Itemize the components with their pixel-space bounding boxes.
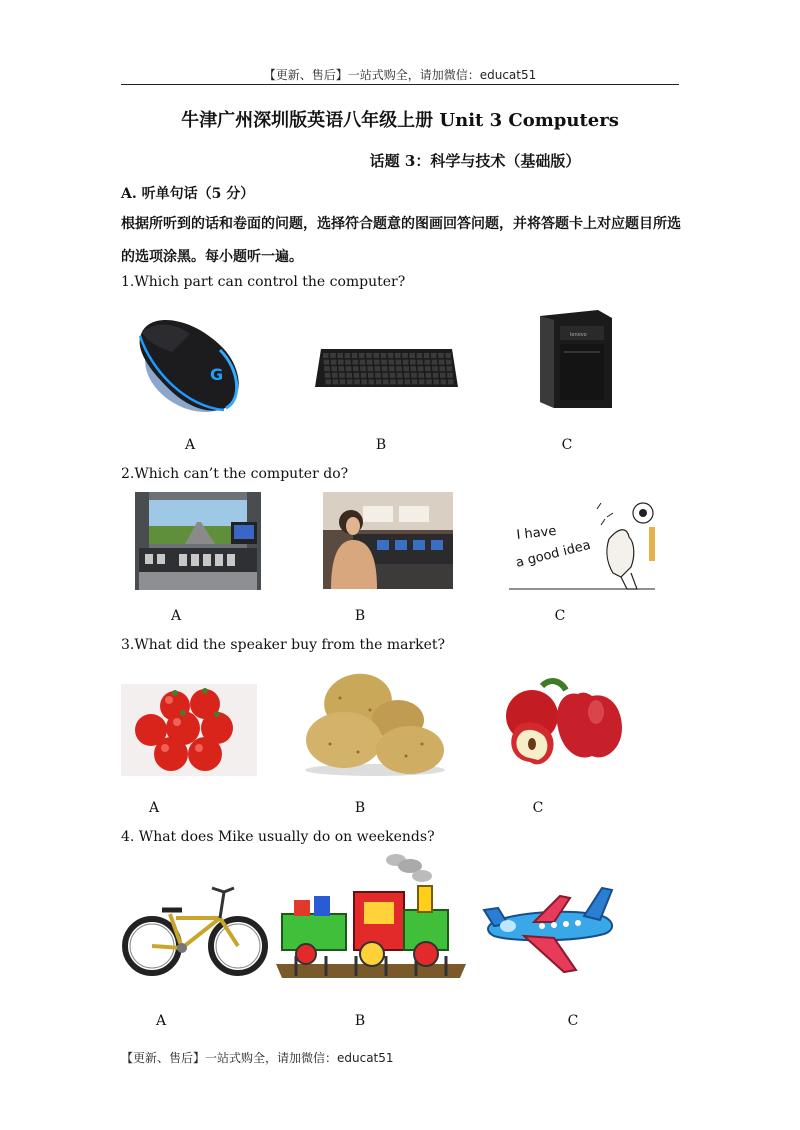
section-heading: A. 听单句话（5 分） xyxy=(121,186,255,202)
option-label: C xyxy=(567,1013,579,1029)
bicycle-icon xyxy=(122,882,268,980)
option-label: C xyxy=(532,800,544,816)
option-label: B xyxy=(354,800,366,816)
apples-icon xyxy=(500,672,624,772)
question-3-text: 3.What did the speaker buy from the market? xyxy=(121,637,446,653)
option-label: A xyxy=(170,608,182,624)
header-divider xyxy=(121,84,679,85)
section-instruction: 根据所听到的话和卷面的问题，选择符合题意的图画回答问题，并将答题卡上对应题目所选的选项涂黑。每小题听一遍。 xyxy=(121,216,681,265)
question-1-text: 1.Which part can control the computer? xyxy=(121,274,406,290)
svg-text:G: G xyxy=(210,365,224,384)
airplane-cockpit-icon xyxy=(323,492,453,589)
option-label: B xyxy=(375,437,387,453)
tomatoes-icon xyxy=(121,684,257,776)
option-label: C xyxy=(554,608,566,624)
airplane-icon xyxy=(484,882,618,976)
svg-text:lenovo: lenovo xyxy=(570,332,587,338)
option-label: B xyxy=(354,608,366,624)
page-header: 【更新、售后】一站式购全，请加微信：educat51 xyxy=(263,68,537,82)
potatoes-icon xyxy=(300,670,450,776)
option-label: C xyxy=(561,437,573,453)
computer-tower-icon xyxy=(540,308,614,410)
question-4-text: 4. What does Mike usually do on weekends? xyxy=(121,829,435,845)
mouse-icon xyxy=(132,312,244,414)
question-2-text: 2.Which can’t the computer do? xyxy=(121,466,349,482)
option-label: A xyxy=(155,1013,167,1029)
toy-train-icon xyxy=(276,852,468,980)
svg-text:I have: I have xyxy=(515,523,558,543)
option-label: A xyxy=(184,437,196,453)
page-subtitle: 话题 3：科学与技术（基础版） xyxy=(369,152,581,170)
keyboard-icon xyxy=(315,347,458,391)
page-footer: 【更新、售后】一站式购全，请加微信：educat51 xyxy=(121,1051,394,1065)
option-label: A xyxy=(148,800,160,816)
page-title: 牛津广州深圳版英语八年级上册 Unit 3 Computers xyxy=(181,110,619,131)
train-cab-icon xyxy=(135,492,261,590)
option-label: B xyxy=(354,1013,366,1029)
svg-text:a good idea: a good idea xyxy=(514,537,593,571)
good-idea-icon xyxy=(509,497,655,591)
